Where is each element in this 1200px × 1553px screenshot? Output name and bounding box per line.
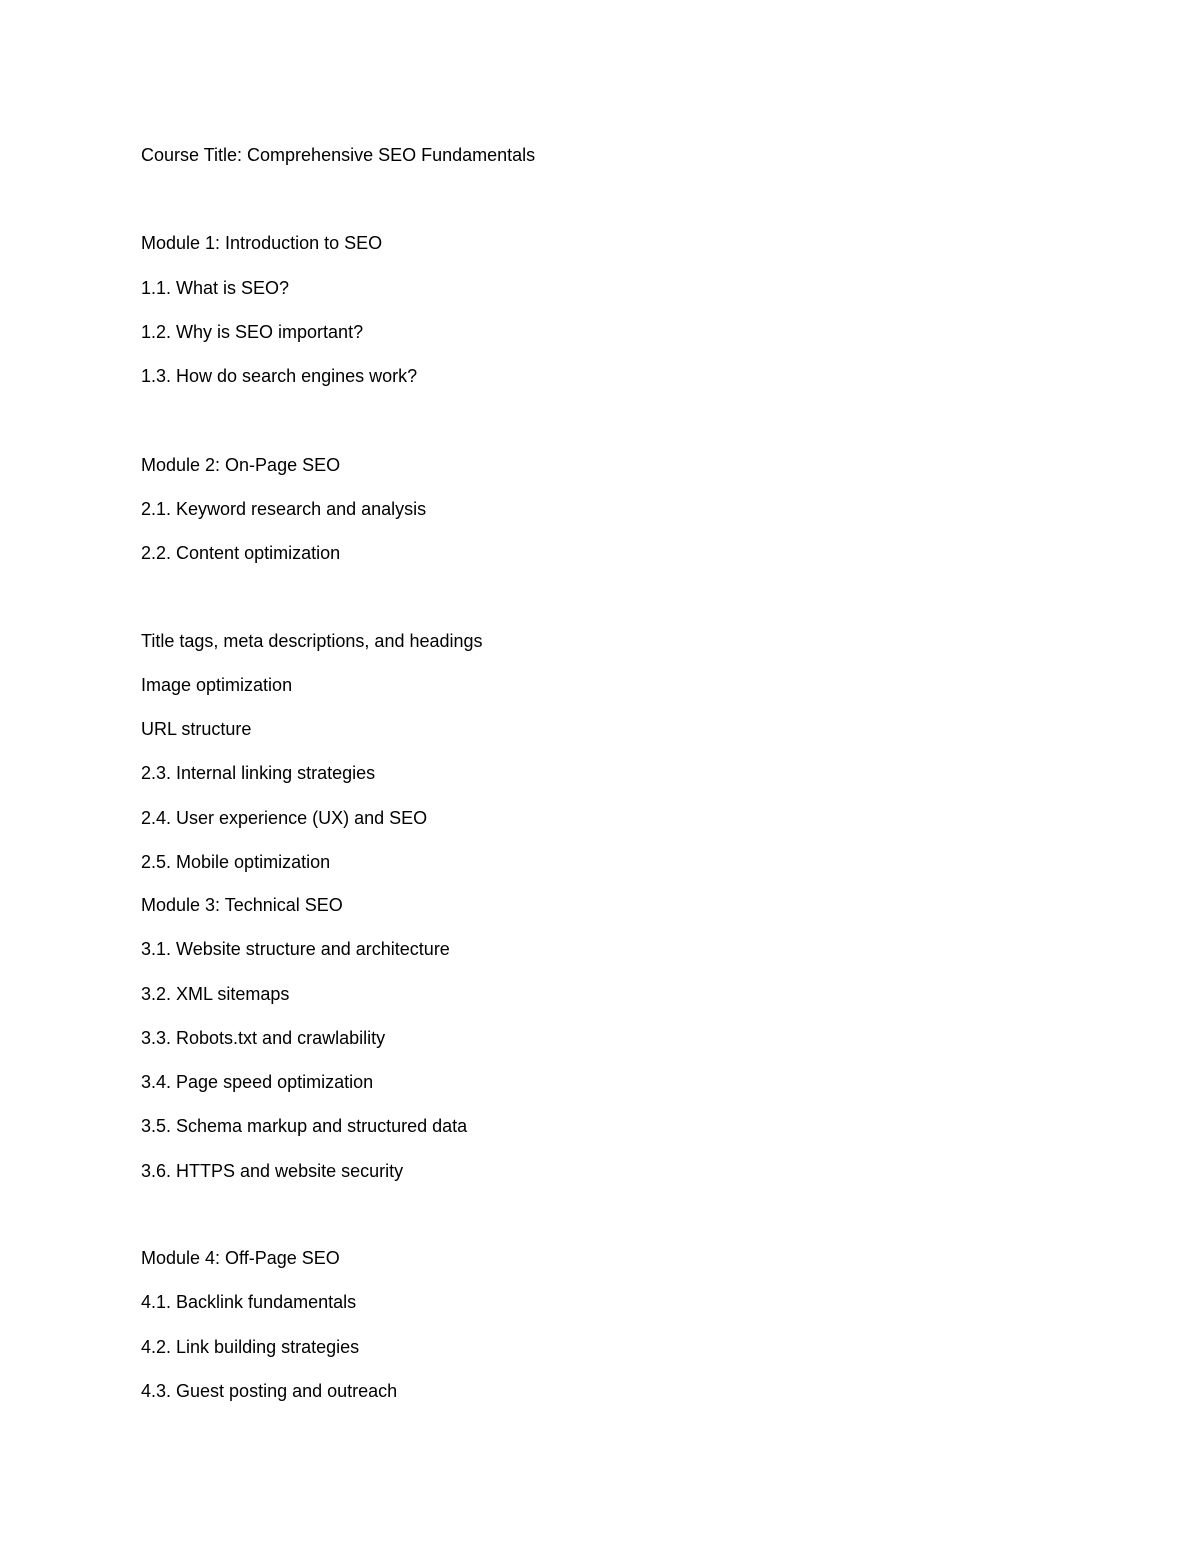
list-item: 3.5. Schema markup and structured data [141, 1116, 468, 1136]
module-heading: Module 1: Introduction to SEO [141, 233, 383, 253]
list-item: 1.1. What is SEO? [141, 278, 290, 298]
module-heading: Module 3: Technical SEO [141, 895, 343, 915]
list-item: Title tags, meta descriptions, and headings [141, 631, 483, 651]
list-item: 4.1. Backlink fundamentals [141, 1292, 357, 1312]
list-item: 3.4. Page speed optimization [141, 1072, 374, 1092]
list-item: 1.3. How do search engines work? [141, 366, 418, 386]
list-item: 3.3. Robots.txt and crawlability [141, 1028, 386, 1048]
module-heading: Module 2: On-Page SEO [141, 455, 341, 475]
list-item: 3.2. XML sitemaps [141, 984, 290, 1004]
list-item: 3.1. Website structure and architecture [141, 939, 450, 959]
list-item: 2.4. User experience (UX) and SEO [141, 808, 428, 828]
module-heading: Module 4: Off-Page SEO [141, 1248, 340, 1268]
list-item: 1.2. Why is SEO important? [141, 322, 364, 342]
list-item: 2.5. Mobile optimization [141, 852, 331, 872]
list-item: 3.6. HTTPS and website security [141, 1161, 404, 1181]
list-item: 4.3. Guest posting and outreach [141, 1381, 398, 1401]
list-item: 2.1. Keyword research and analysis [141, 499, 427, 519]
list-item: 4.2. Link building strategies [141, 1337, 360, 1357]
course-title: Course Title: Comprehensive SEO Fundamentals [141, 145, 536, 165]
list-item: 2.2. Content optimization [141, 543, 341, 563]
list-item: 2.3. Internal linking strategies [141, 763, 376, 783]
list-item: Image optimization [141, 675, 293, 695]
list-item: URL structure [141, 719, 252, 739]
